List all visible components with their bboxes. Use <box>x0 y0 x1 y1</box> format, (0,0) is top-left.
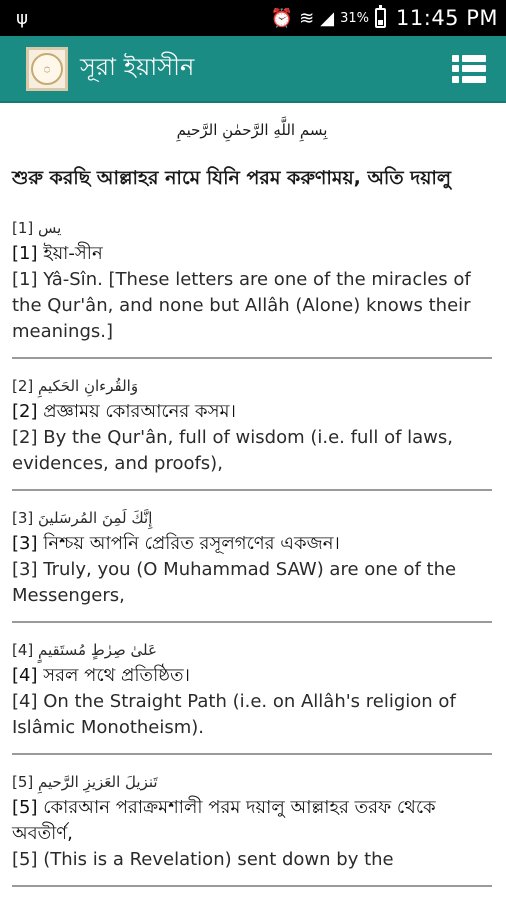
list-menu-icon[interactable] <box>452 55 486 83</box>
verse-bangla: [1] ইয়া-সীন <box>12 243 103 264</box>
verse-english: [2] By the Qur'ân, full of wisdom (i.e. full of laws, evidences, and proofs), <box>12 427 453 474</box>
status-indicators <box>271 6 498 30</box>
verse-item[interactable] <box>12 637 492 755</box>
status-time: 11:45 PM <box>396 6 498 30</box>
battery-percent: 31% <box>340 10 370 26</box>
verse-bangla: [2] প্রজ্ঞাময় কোরআনের কসম। <box>12 401 236 422</box>
page-title: সূরা ইয়াসীন <box>80 52 195 81</box>
bismillah-text: بِسمِ اللَّهِ الرَّحمٰنِ الرَّحيمِ <box>176 121 328 139</box>
intro-text: শুরু করছি আল্লাহর নামে যিনি পরম করুণাময়, অতি দয়ালু <box>12 167 452 189</box>
app-logo-icon[interactable] <box>26 47 68 91</box>
alarm-icon: ⏰ <box>270 7 294 29</box>
app-logo-emblem: ۝ <box>31 53 63 85</box>
verse-arabic: [3] إِنَّكَ لَمِنَ المُرسَلينَ <box>12 509 153 527</box>
surah-content[interactable] <box>0 105 506 900</box>
verse-arabic: [1] يس <box>12 219 62 237</box>
status-bar <box>0 0 506 36</box>
verse-bangla: [5] কোরআন পরাক্রমশালী পরম দয়ালু আল্লাহর তরফ থেকে অবতীর্ণ, <box>12 797 436 844</box>
verse-item[interactable] <box>12 215 492 359</box>
verse-arabic: [4] عَلىٰ صِرٰطٍ مُستَقيمٍ <box>12 641 157 659</box>
verse-item[interactable] <box>12 505 492 623</box>
verse-item[interactable] <box>12 769 492 887</box>
wifi-icon: ≋ <box>299 7 315 29</box>
verse-arabic: [2] وَالقُرءانِ الحَكيمِ <box>12 377 139 395</box>
verse-english: [3] Truly, you (O Muhammad SAW) are one of the Messengers, <box>12 559 457 606</box>
usb-icon: ψ <box>16 7 28 29</box>
verse-english: [4] On the Straight Path (i.e. on Allâh's religion of Islâmic Monotheism). <box>12 691 456 738</box>
signal-icon: ◢ <box>320 7 335 29</box>
verse-item[interactable] <box>12 373 492 491</box>
verse-bangla: [3] নিশ্চয় আপনি প্রেরিত রসূলগণের একজন। <box>12 533 340 554</box>
verse-bangla: [4] সরল পথে প্রতিষ্ঠিত। <box>12 665 190 686</box>
app-bar <box>0 36 506 103</box>
verse-english: [5] (This is a Revelation) sent down by the <box>12 849 394 870</box>
battery-icon <box>375 8 386 28</box>
verse-arabic: [5] تَنزيلَ العَزيزِ الرَّحيمِ <box>12 773 158 791</box>
verse-english: [1] Yâ-Sîn. [These letters are one of the miracles of the Qur'ân, and none but Allâh (Alone) knows their meanings.] <box>12 269 471 342</box>
